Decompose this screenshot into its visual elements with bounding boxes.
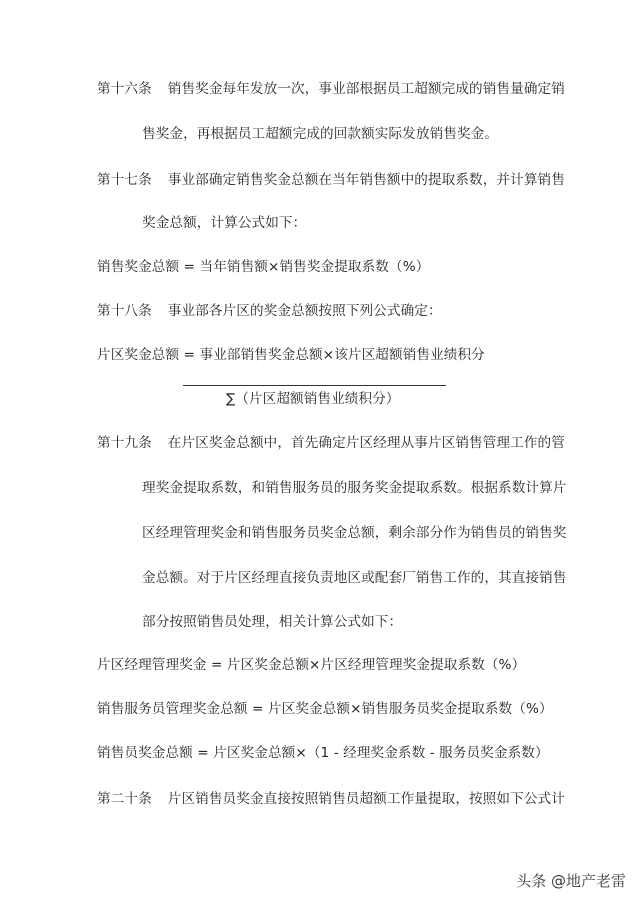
article-17-formula: 销售奖金总额 = 当年销售额×销售奖金提取系数（%） xyxy=(97,259,430,275)
article-18-line-1 xyxy=(97,302,442,320)
article-19-line-4: 金总额。对于片区经理直接负责地区或配套厂销售工作的，其直接销售 xyxy=(142,570,567,586)
article-17-number: 第十七条 xyxy=(97,172,152,188)
article-17-line-2: 奖金总额，计算公式如下： xyxy=(142,215,307,231)
article-17-text-1: 事业部确定销售奖金总额在当年销售额中的提取系数，并计算销售 xyxy=(167,172,565,188)
article-19-line-2: 理奖金提取系数，和销售服务员的服务奖金提取系数。根据系数计算片 xyxy=(142,480,567,496)
article-18-denominator: ∑（片区超额销售业绩积分） xyxy=(226,391,400,407)
article-16-line-2: 售奖金，再根据员工超额完成的回款额实际发放销售奖金。 xyxy=(142,126,499,142)
article-19-line-3: 区经理管理奖金和销售服务员奖金总额，剩余部分作为销售员的销售奖 xyxy=(142,525,567,541)
article-16-line-1 xyxy=(97,80,565,98)
article-19-number: 第十九条 xyxy=(97,435,152,451)
article-20-number: 第二十条 xyxy=(97,791,152,807)
article-18-number: 第十八条 xyxy=(97,303,152,319)
article-17-line-1 xyxy=(97,171,565,189)
article-20-text-1: 片区销售员奖金直接按照销售员超额工作量提取，按照如下公式计 xyxy=(167,791,565,807)
article-19-formula-2: 销售服务员管理奖金总额 = 片区奖金总额×销售服务员奖金提取系数（%） xyxy=(97,701,553,717)
article-20-line-1 xyxy=(97,790,565,808)
article-19-line-1 xyxy=(97,434,565,452)
article-19-line-5: 部分按照销售员处理，相关计算公式如下： xyxy=(142,614,403,630)
article-19-text-1: 在片区奖金总额中，首先确定片区经理从事片区销售管理工作的管 xyxy=(167,435,565,451)
fraction-bar xyxy=(183,385,446,386)
article-19-formula-1: 片区经理管理奖金 = 片区奖金总额×片区经理管理奖金提取系数（%） xyxy=(97,657,526,673)
article-18-text-1: 事业部各片区的奖金总额按照下列公式确定： xyxy=(167,303,442,319)
article-19-formula-3: 销售员奖金总额 = 片区奖金总额×（1 - 经理奖金系数 - 服务员奖金系数） xyxy=(97,745,549,761)
article-16-text-1: 销售奖金每年发放一次，事业部根据员工超额完成的销售量确定销 xyxy=(167,81,565,97)
article-18-numerator: 片区奖金总额 = 事业部销售奖金总额×该片区超额销售业绩积分 xyxy=(97,347,485,363)
source-watermark: 头条 @地产老雷 xyxy=(516,872,626,890)
article-16-number: 第十六条 xyxy=(97,81,152,97)
